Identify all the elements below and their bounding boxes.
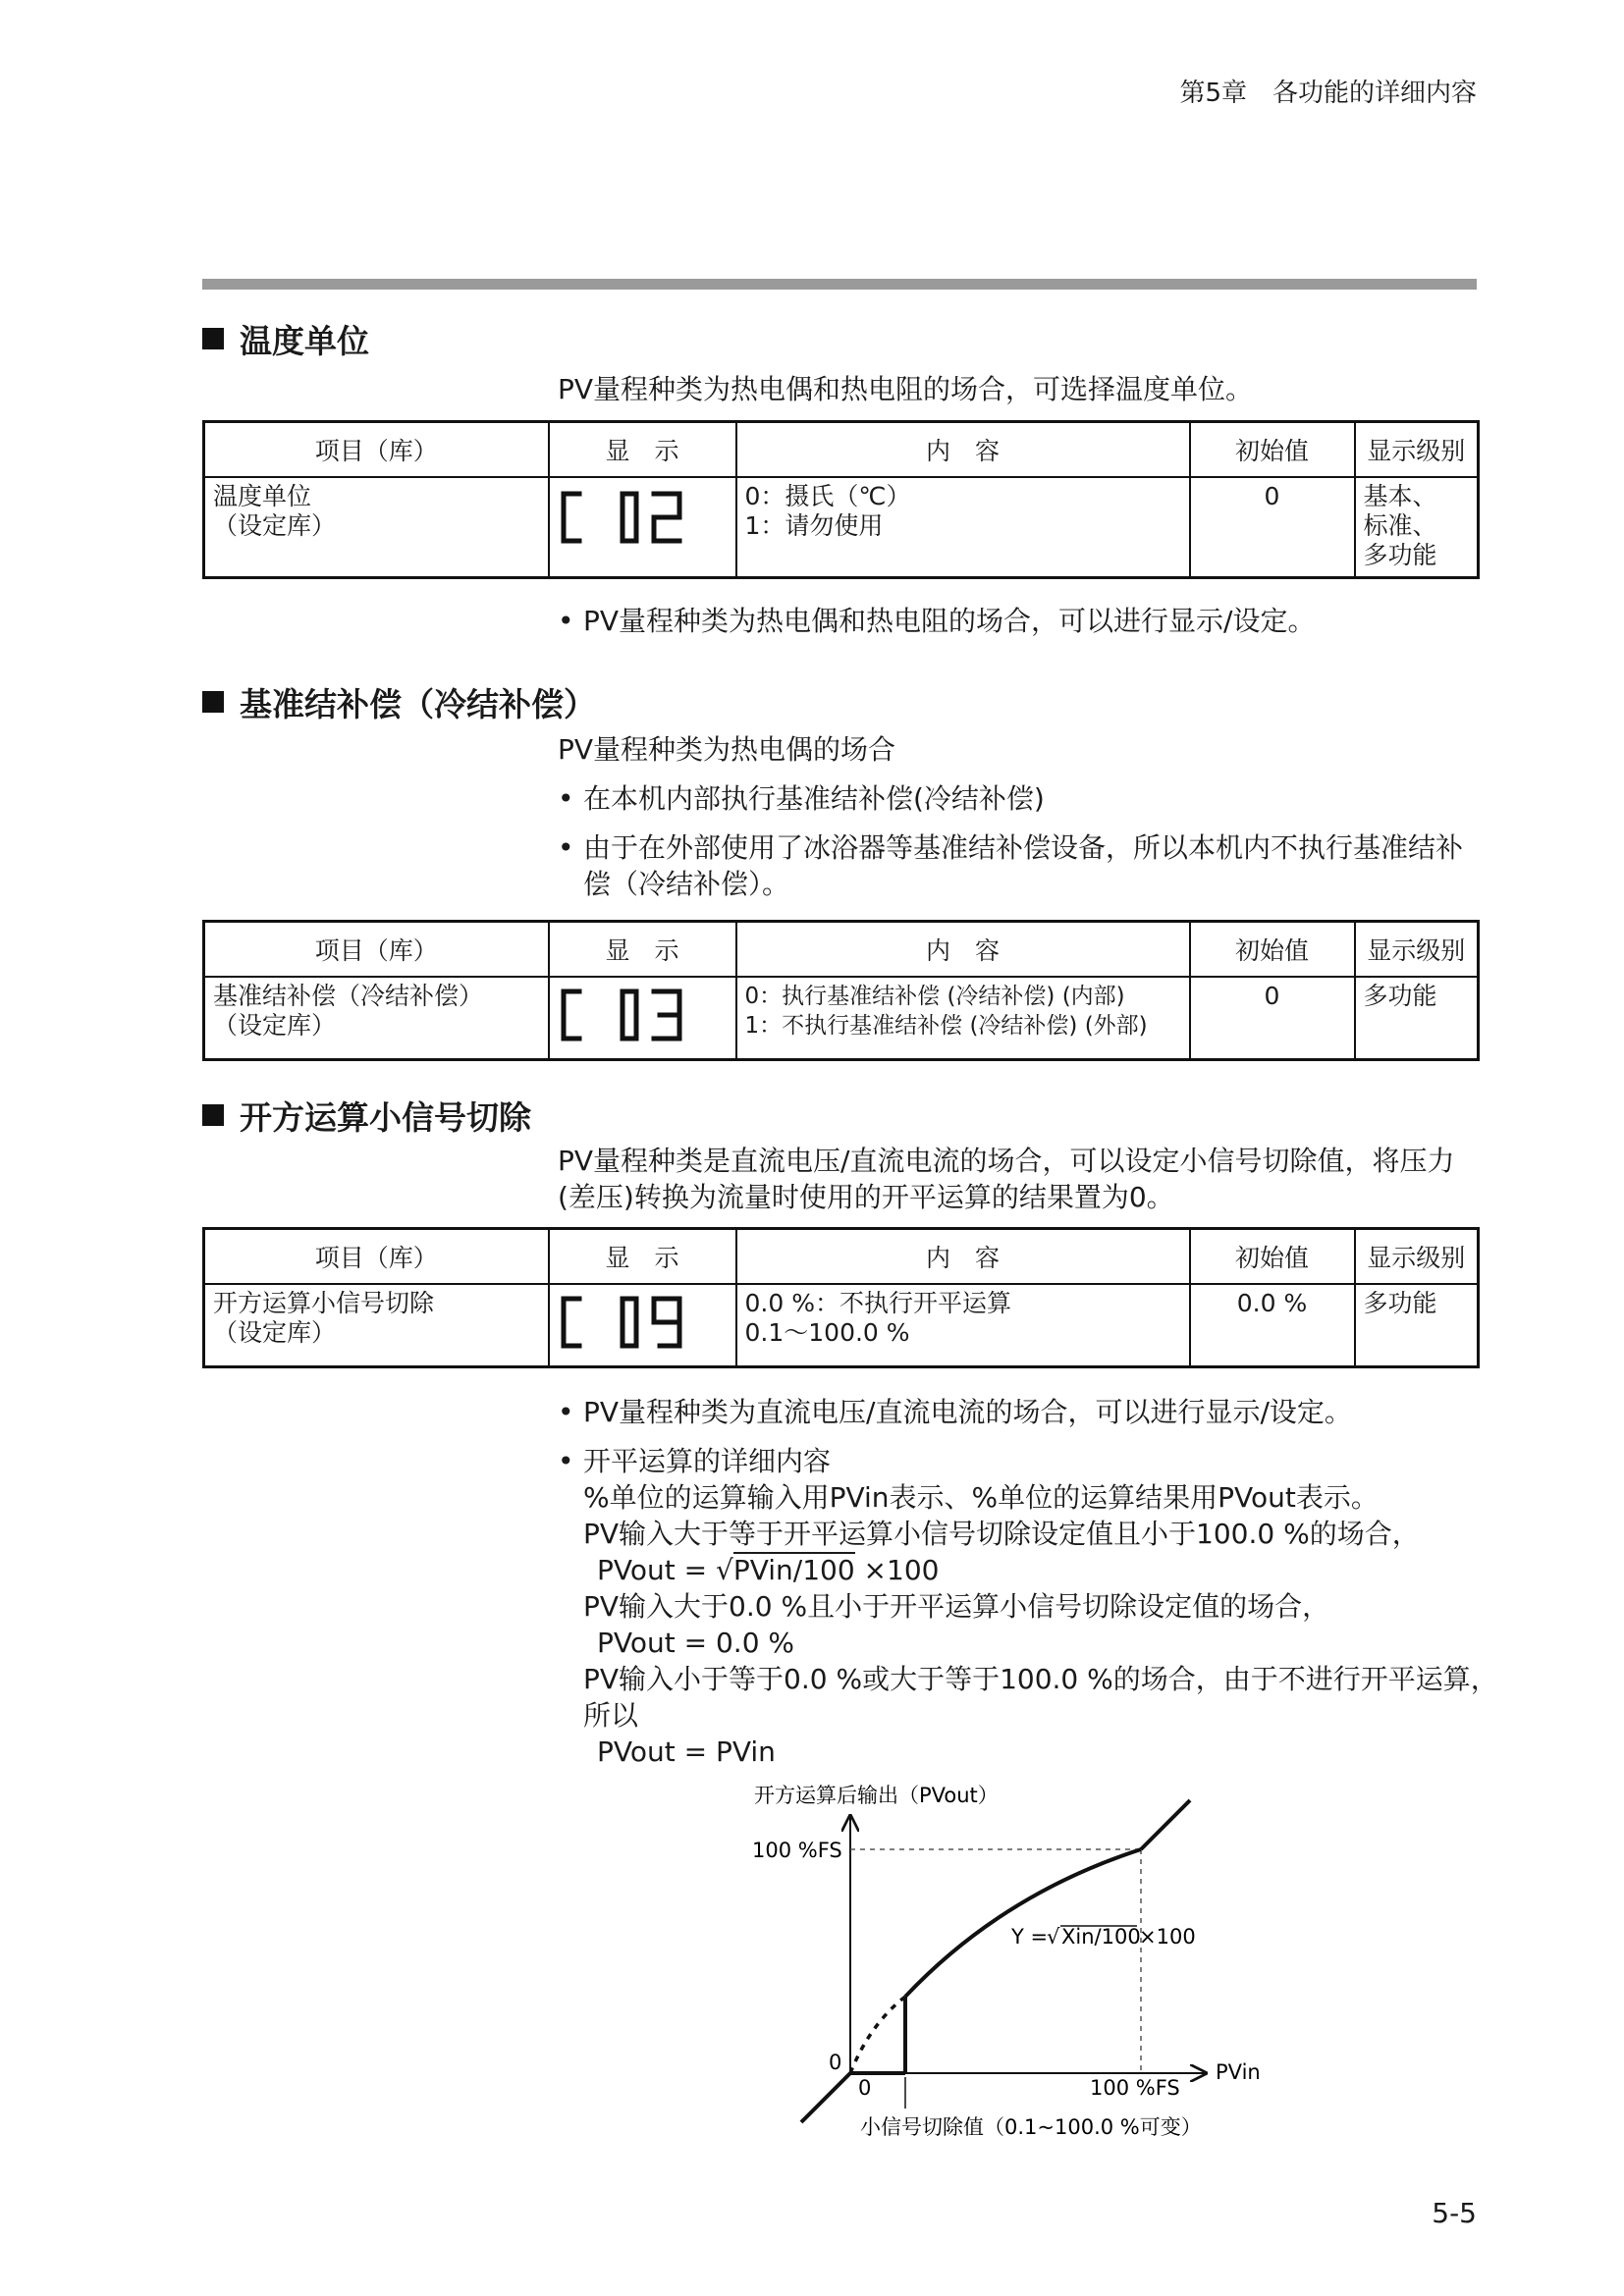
- col-level: 显示级别: [1355, 1229, 1479, 1285]
- content-cell: [736, 977, 1190, 1059]
- content-line: 1：请勿使用: [744, 511, 884, 540]
- curve-label-radicand: Xin/100: [1061, 1925, 1141, 1949]
- table-header-row: [204, 922, 1479, 978]
- content-line: 0.0 %：不执行开平运算: [744, 1289, 1011, 1317]
- col-item: 项目（库）: [204, 422, 549, 478]
- section-title-cjc: [202, 679, 596, 725]
- col-content: 内 容: [736, 1229, 1190, 1285]
- item-name: 开方运算小信号切除: [213, 1289, 435, 1317]
- section-title-text: 温度单位: [240, 322, 369, 360]
- item-bank: （设定库）: [213, 1318, 337, 1347]
- y-axis-label: 开方运算后输出（PVout）: [754, 1784, 999, 1807]
- table-row: [204, 477, 1479, 577]
- display-cell: [549, 1284, 736, 1366]
- table-header-row: [204, 422, 1479, 478]
- formula-zero: PVout = 0.0 %: [597, 1627, 795, 1659]
- sqrt-intro: PV量程种类是直流电压/直流电流的场合，可以设定小信号切除值，将压力(差压)转换为流量时使用的开平运算的结果置为0。: [558, 1145, 1455, 1213]
- formula-radicand: PVin/100: [732, 1554, 855, 1586]
- item-cell: [204, 477, 549, 577]
- radical-icon: √: [715, 1554, 733, 1586]
- item-cell: [204, 977, 549, 1059]
- sqrt-note: • PV量程种类为直流电压/直流电流的场合，可以进行显示/设定。: [558, 1396, 1352, 1428]
- lcd-display-c02: [558, 482, 695, 551]
- cjc-table: [202, 920, 1480, 1061]
- content-cell: [736, 477, 1190, 577]
- formula-sqrt: [597, 1552, 939, 1588]
- detail-line: PV输入小于等于0.0 %或大于等于100.0 %的场合，由于不进行开平运算，: [583, 1663, 1498, 1695]
- level-line: 标准、: [1363, 511, 1437, 540]
- col-display: 显 示: [549, 1229, 736, 1285]
- level-line: 多功能: [1363, 541, 1437, 569]
- detail-line: PV输入大于0.0 %且小于开平运算小信号切除设定值的场合，: [583, 1590, 1330, 1623]
- curve-label-right: ×100: [1139, 1925, 1196, 1949]
- section-title-text: 基准结补偿（冷结补偿）: [240, 685, 596, 723]
- initial-cell: 0: [1190, 477, 1355, 577]
- sqrt-graph: [687, 1767, 1296, 2150]
- passthrough-line-high: [1141, 1800, 1190, 1849]
- header-rule: [202, 279, 1477, 290]
- item-name: 基准结补偿（冷结补偿）: [213, 982, 484, 1010]
- col-item: 项目（库）: [204, 1229, 549, 1285]
- display-cell: [549, 477, 736, 577]
- square-bullet-icon: [202, 1104, 224, 1126]
- sqrt-curve: [905, 1849, 1141, 1997]
- col-content: 内 容: [736, 922, 1190, 978]
- x-axis-label: PVin: [1216, 2060, 1261, 2084]
- sqrt-curve-dashed: [850, 1997, 905, 2073]
- col-initial: 初始值: [1190, 922, 1355, 978]
- initial-cell: 0: [1190, 977, 1355, 1059]
- curve-label: [1010, 1925, 1196, 1949]
- lcd-display-c03: [558, 982, 695, 1046]
- origin-x-label: 0: [858, 2076, 872, 2100]
- col-level: 显示级别: [1355, 422, 1479, 478]
- section-title-text: 开方运算小信号切除: [240, 1098, 531, 1137]
- display-cell: [549, 977, 736, 1059]
- section-title-sqrt: [202, 1093, 531, 1139]
- cutoff-label: 小信号切除值（0.1~100.0 %可变）: [860, 2115, 1202, 2139]
- level-cell: 多功能: [1355, 1284, 1479, 1366]
- col-level: 显示级别: [1355, 922, 1479, 978]
- initial-cell: 0.0 %: [1190, 1284, 1355, 1366]
- cjc-bullet-1: • 在本机内部执行基准结补偿(冷结补偿): [558, 782, 1045, 815]
- formula-passthrough: PVout = PVin: [597, 1735, 776, 1768]
- level-cell: 多功能: [1355, 977, 1479, 1059]
- sqrt-detail-heading: • 开平运算的详细内容: [558, 1445, 832, 1477]
- content-line: 1：不执行基准结补偿 (冷结补偿) (外部): [744, 1013, 1148, 1039]
- detail-line: %单位的运算输入用PVin表示、%单位的运算结果用PVout表示。: [583, 1481, 1379, 1514]
- sqrt-table: [202, 1227, 1480, 1368]
- chapter-header: 第5章 各功能的详细内容: [1179, 79, 1477, 108]
- item-bank: （设定库）: [213, 1011, 337, 1040]
- temp-unit-note: • PV量程种类为热电偶和热电阻的场合，可以进行显示/设定。: [558, 605, 1316, 637]
- table-row: [204, 1284, 1479, 1366]
- temp-unit-intro: PV量程种类为热电偶和热电阻的场合，可选择温度单位。: [558, 373, 1254, 405]
- table-row: [204, 977, 1479, 1059]
- section-title-temp-unit: [202, 316, 369, 362]
- note-text: PV量程种类为直流电压/直流电流的场合，可以进行显示/设定。: [583, 1396, 1352, 1428]
- col-item: 项目（库）: [204, 922, 549, 978]
- formula-right: ×100: [854, 1554, 940, 1586]
- formula-left: PVout =: [597, 1554, 716, 1586]
- col-content: 内 容: [736, 422, 1190, 478]
- item-bank: （设定库）: [213, 511, 337, 540]
- col-display: 显 示: [549, 922, 736, 978]
- col-initial: 初始值: [1190, 422, 1355, 478]
- page-number: 5-5: [1432, 2197, 1477, 2229]
- bullet-text: 开平运算的详细内容: [583, 1445, 832, 1477]
- col-display: 显 示: [549, 422, 736, 478]
- item-cell: [204, 1284, 549, 1366]
- detail-line: 所以: [583, 1699, 639, 1732]
- passthrough-line-low: [801, 2073, 850, 2122]
- content-line: 0：执行基准结补偿 (冷结补偿) (内部): [744, 984, 1125, 1009]
- bullet-text: 由于在外部使用了冰浴器等基准结补偿设备，所以本机内不执行基准结补偿（冷结补偿）。: [583, 831, 1464, 900]
- cjc-intro: PV量程种类为热电偶的场合: [558, 733, 896, 766]
- level-line: 基本、: [1363, 482, 1437, 510]
- content-cell: [736, 1284, 1190, 1366]
- y-100-label: 100 %FS: [752, 1839, 842, 1862]
- detail-line: PV输入大于等于开平运算小信号切除设定值且小于100.0 %的场合，: [583, 1518, 1420, 1550]
- lcd-display-c09: [558, 1289, 695, 1354]
- square-bullet-icon: [202, 328, 224, 349]
- note-text: PV量程种类为热电偶和热电阻的场合，可以进行显示/设定。: [583, 605, 1316, 637]
- square-bullet-icon: [202, 691, 224, 713]
- x-100-label: 100 %FS: [1090, 2076, 1180, 2100]
- item-name: 温度单位: [213, 482, 312, 510]
- content-line: 0.1～100.0 %: [744, 1318, 910, 1347]
- col-initial: 初始值: [1190, 1229, 1355, 1285]
- table-header-row: [204, 1229, 1479, 1285]
- curve-label-left: Y =: [1011, 1925, 1049, 1949]
- bullet-text: 在本机内部执行基准结补偿(冷结补偿): [583, 782, 1045, 815]
- level-cell: [1355, 477, 1479, 577]
- radical-icon: √: [1047, 1925, 1060, 1949]
- origin-y-label: 0: [829, 2051, 842, 2074]
- cjc-bullet-2: • 由于在外部使用了冰浴器等基准结补偿设备，所以本机内不执行基准结补偿（冷结补偿）。: [558, 831, 1464, 900]
- content-line: 0：摄氏（℃）: [744, 482, 911, 510]
- temp-unit-table: [202, 420, 1480, 579]
